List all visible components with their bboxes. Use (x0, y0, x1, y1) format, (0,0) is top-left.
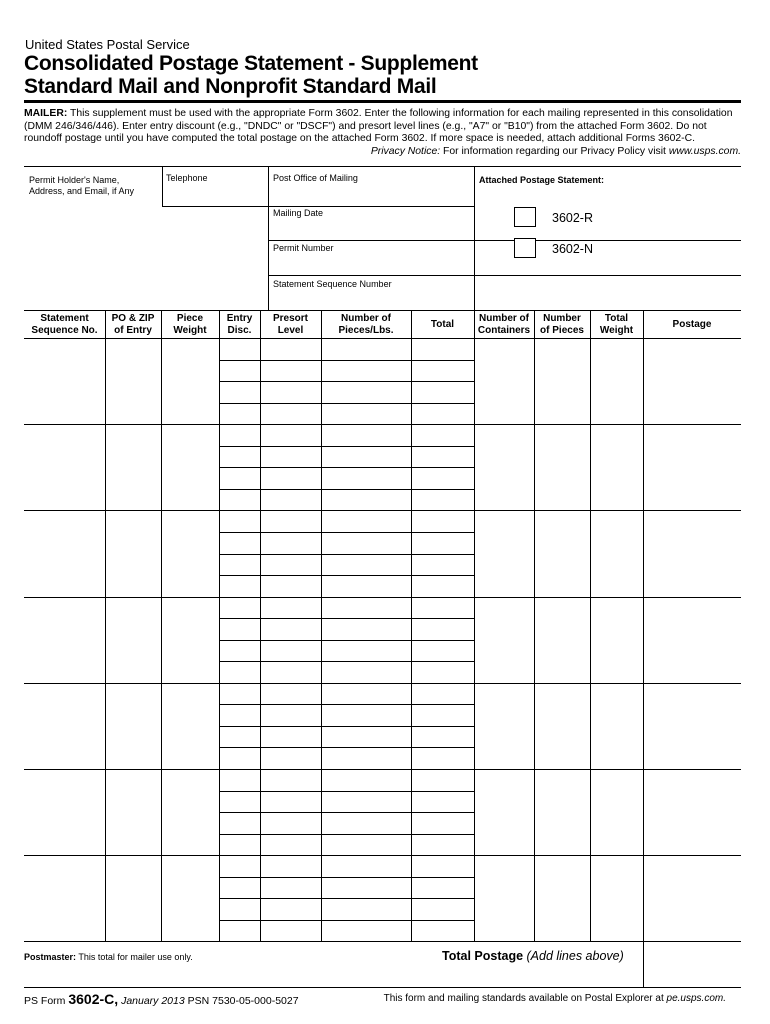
table-cell[interactable] (535, 511, 590, 596)
table-cell[interactable] (412, 792, 474, 813)
privacy-text: For information regarding our Privacy Policy visit (440, 146, 669, 157)
column-header-line1: Postage (672, 319, 712, 330)
mailing-date-field[interactable]: Mailing Date (273, 208, 324, 218)
column-header (590, 313, 643, 337)
table-cell[interactable] (261, 339, 321, 360)
table-cell[interactable] (261, 468, 321, 489)
table-cell[interactable] (412, 641, 474, 662)
table-cell[interactable] (261, 835, 321, 856)
consolidation-table (24, 310, 741, 988)
table-cell[interactable] (25, 856, 105, 941)
table-cell[interactable] (412, 662, 474, 683)
table-cell[interactable] (322, 511, 411, 532)
table-cell[interactable] (261, 619, 321, 640)
table-cell[interactable] (322, 425, 411, 446)
table-cell[interactable] (261, 684, 321, 705)
table-cell[interactable] (322, 684, 411, 705)
table-cell[interactable] (591, 770, 643, 855)
column-header (24, 313, 105, 337)
divider (268, 240, 474, 241)
table-cell[interactable] (162, 598, 219, 683)
table-cell[interactable] (261, 856, 321, 877)
attached-statement-label: Attached Postage Statement: (479, 175, 605, 185)
table-cell[interactable] (412, 921, 474, 942)
table-cell[interactable] (412, 619, 474, 640)
column-header-line2: of Entry (114, 325, 152, 336)
table-cell[interactable] (220, 856, 260, 877)
divider (268, 275, 474, 276)
column-header-line1: Presort (272, 313, 308, 324)
table-cell[interactable] (535, 598, 590, 683)
column-header-line2: Weight (173, 325, 207, 336)
table-cell[interactable] (261, 490, 321, 511)
postal-explorer-text: This form and mailing standards available on Postal Explorer at (383, 993, 667, 1004)
table-cell[interactable] (220, 619, 260, 640)
divider (162, 206, 268, 207)
column-header-line1: PO & ZIP (111, 313, 155, 324)
postmaster-note (24, 952, 193, 962)
table-cell[interactable] (261, 921, 321, 942)
table-cell[interactable] (261, 555, 321, 576)
postal-explorer-link[interactable]: pe.usps.com. (666, 993, 726, 1004)
table-cell[interactable] (220, 748, 260, 769)
column-header-line1: Number of (479, 313, 529, 324)
column-header-line1: Entry (226, 313, 253, 324)
table-cell[interactable] (412, 425, 474, 446)
table-cell[interactable] (322, 727, 411, 748)
table-cell[interactable] (220, 361, 260, 382)
table-cell[interactable] (220, 878, 260, 899)
table-cell[interactable] (261, 878, 321, 899)
column-header-line2: Sequence No. (31, 325, 98, 336)
column-header-line1: Total (604, 313, 629, 324)
table-cell[interactable] (644, 511, 741, 596)
table-cell[interactable] (475, 684, 534, 769)
table-cell[interactable] (591, 339, 643, 424)
table-cell[interactable] (25, 684, 105, 769)
table-cell[interactable] (322, 339, 411, 360)
column-header-line1: Number of (341, 313, 391, 324)
table-cell[interactable] (644, 684, 741, 769)
table-cell[interactable] (412, 727, 474, 748)
postmaster-text: This total for mailer use only. (76, 952, 193, 962)
table-cell[interactable] (412, 339, 474, 360)
column-header (161, 313, 219, 337)
checkbox-3602-r[interactable] (514, 207, 536, 227)
table-cell[interactable] (412, 813, 474, 834)
table-cell[interactable] (220, 727, 260, 748)
table-cell[interactable] (261, 576, 321, 597)
table-cell[interactable] (261, 705, 321, 726)
table-cell[interactable] (475, 425, 534, 510)
table-cell[interactable] (25, 339, 105, 424)
table-cell[interactable] (475, 598, 534, 683)
table-cell[interactable] (591, 684, 643, 769)
table-cell[interactable] (412, 856, 474, 877)
table-cell[interactable] (644, 856, 741, 941)
table-cell[interactable] (322, 382, 411, 403)
table-cell[interactable] (475, 339, 534, 424)
total-postage-label (442, 949, 624, 963)
mailing-info-section (24, 166, 741, 310)
mailer-instructions (24, 108, 741, 146)
table-cell[interactable] (106, 598, 161, 683)
table-cell[interactable] (412, 511, 474, 532)
table-cell[interactable] (220, 425, 260, 446)
table-cell[interactable] (322, 813, 411, 834)
table-cell[interactable] (220, 490, 260, 511)
post-office-field[interactable]: Post Office of Mailing (273, 173, 358, 183)
table-cell[interactable] (261, 792, 321, 813)
table-cell[interactable] (261, 425, 321, 446)
table-cell[interactable] (322, 576, 411, 597)
column-header (643, 319, 741, 331)
table-cell[interactable] (322, 598, 411, 619)
table-cell[interactable] (322, 619, 411, 640)
checkbox-3602-n[interactable] (514, 238, 536, 258)
table-cell[interactable] (412, 770, 474, 791)
telephone-field[interactable]: Telephone (166, 173, 208, 183)
table-cell[interactable] (25, 598, 105, 683)
table-cell[interactable] (162, 856, 219, 941)
table-cell[interactable] (220, 813, 260, 834)
table-cell[interactable] (412, 382, 474, 403)
table-cell[interactable] (412, 684, 474, 705)
table-cell[interactable] (535, 684, 590, 769)
table-cell[interactable] (220, 576, 260, 597)
column-header-line2: Disc. (227, 325, 252, 336)
table-cell[interactable] (412, 361, 474, 382)
table-cell[interactable] (322, 921, 411, 942)
table-cell[interactable] (220, 835, 260, 856)
table-cell[interactable] (261, 404, 321, 425)
table-cell[interactable] (220, 382, 260, 403)
column-header (474, 313, 534, 337)
table-cell[interactable] (261, 662, 321, 683)
table-cell[interactable] (322, 361, 411, 382)
table-cell[interactable] (322, 641, 411, 662)
column-header (321, 313, 411, 337)
table-cell[interactable] (591, 425, 643, 510)
table-cell[interactable] (261, 511, 321, 532)
table-cell[interactable] (591, 856, 643, 941)
table-cell[interactable] (162, 425, 219, 510)
table-cell[interactable] (162, 770, 219, 855)
column-header-line1: Number (543, 313, 581, 324)
table-cell[interactable] (322, 770, 411, 791)
table-cell[interactable] (162, 511, 219, 596)
table-cell[interactable] (322, 705, 411, 726)
table-cell[interactable] (220, 770, 260, 791)
table-cell[interactable] (106, 511, 161, 596)
column-header (411, 319, 474, 331)
table-cell[interactable] (25, 511, 105, 596)
column-header-line2: Level (277, 325, 304, 336)
table-cell[interactable] (412, 878, 474, 899)
postmaster-label: Postmaster: (24, 952, 77, 962)
table-cell[interactable] (261, 748, 321, 769)
table-cell[interactable] (412, 835, 474, 856)
form-title: Consolidated Postage Statement - Supplement (24, 52, 478, 75)
table-cell[interactable] (644, 425, 741, 510)
table-cell[interactable] (322, 662, 411, 683)
permit-number-field[interactable]: Permit Number (273, 243, 334, 253)
statement-sequence-field[interactable]: Statement Sequence Number (273, 279, 392, 289)
table-cell[interactable] (261, 641, 321, 662)
divider (268, 206, 474, 207)
table-cell[interactable] (322, 856, 411, 877)
table-cell[interactable] (261, 899, 321, 920)
table-cell[interactable] (322, 490, 411, 511)
column-header-line1: Piece (176, 313, 204, 324)
table-cell[interactable] (261, 813, 321, 834)
table-cell[interactable] (25, 770, 105, 855)
table-cell[interactable] (261, 533, 321, 554)
table-cell[interactable] (220, 555, 260, 576)
form-psn: PSN 7530-05-000-5027 (184, 995, 299, 1007)
table-cell[interactable] (322, 748, 411, 769)
table-cell[interactable] (412, 404, 474, 425)
table-cell[interactable] (322, 468, 411, 489)
table-cell[interactable] (322, 899, 411, 920)
mailer-text: This supplement must be used with the appropriate Form 3602. Enter the following information for each mailing represented in this consolidation (DMM 246/346/446). Enter entry discount (e.g., "DNDC" or "DSCF") and presort level lines (e.g., "A7" or "B10") from the attached Form 3602. Do not roundoff postage until you have computed the total postage on the attached Form 3602. If more space is needed, attach additional Forms 3602-C. (24, 108, 733, 144)
option-3602-n-label: 3602-N (552, 242, 593, 256)
form-date: January 2013 (118, 995, 185, 1007)
column-header (105, 313, 161, 337)
table-cell[interactable] (220, 339, 260, 360)
table-cell[interactable] (106, 684, 161, 769)
table-cell[interactable] (220, 662, 260, 683)
table-cell[interactable] (412, 447, 474, 468)
permit-holder-field[interactable]: Permit Holder's Name, Address, and Email, if Any (29, 175, 135, 196)
table-cell[interactable] (106, 770, 161, 855)
table-cell[interactable] (475, 856, 534, 941)
total-postage-hint: (Add lines above) (523, 949, 624, 963)
divider (268, 167, 269, 311)
table-cell[interactable] (412, 748, 474, 769)
table-cell[interactable] (220, 533, 260, 554)
postal-explorer-note (384, 993, 726, 1004)
table-cell[interactable] (475, 770, 534, 855)
table-cell[interactable] (25, 425, 105, 510)
table-cell[interactable] (591, 598, 643, 683)
table-cell[interactable] (322, 835, 411, 856)
privacy-label: Privacy Notice: (370, 146, 441, 157)
table-cell[interactable] (412, 555, 474, 576)
table-cell[interactable] (106, 339, 161, 424)
table-cell[interactable] (412, 533, 474, 554)
option-3602-r-label: 3602-R (552, 211, 593, 225)
table-cell[interactable] (220, 404, 260, 425)
table-cell[interactable] (535, 339, 590, 424)
table-cell[interactable] (412, 490, 474, 511)
column-header-line2: Pieces/Lbs. (338, 325, 394, 336)
table-cell[interactable] (644, 598, 741, 683)
table-cell[interactable] (322, 555, 411, 576)
table-cell[interactable] (591, 511, 643, 596)
table-cell[interactable] (220, 598, 260, 619)
privacy-notice (371, 146, 741, 157)
table-cell[interactable] (535, 770, 590, 855)
table-cell[interactable] (106, 856, 161, 941)
table-cell[interactable] (412, 899, 474, 920)
table-cell[interactable] (261, 447, 321, 468)
form-subtitle: Standard Mail and Nonprofit Standard Mail (24, 75, 437, 98)
column-header-line2: Weight (599, 325, 634, 336)
table-cell[interactable] (220, 705, 260, 726)
table-cell[interactable] (220, 792, 260, 813)
column-header (534, 313, 590, 337)
column-header (260, 313, 321, 337)
table-cell[interactable] (322, 404, 411, 425)
table-cell[interactable] (261, 727, 321, 748)
table-cell[interactable] (535, 856, 590, 941)
table-cell[interactable] (162, 684, 219, 769)
form-number: 3602-C, (68, 991, 119, 1007)
total-postage-title: Total Postage (442, 949, 524, 963)
column-header-line1: Total (430, 319, 455, 330)
table-cell[interactable] (220, 447, 260, 468)
table-cell[interactable] (162, 339, 219, 424)
divider (474, 275, 741, 276)
table-cell[interactable] (220, 684, 260, 705)
table-cell[interactable] (220, 641, 260, 662)
form-identifier (24, 991, 299, 1007)
table-cell[interactable] (644, 339, 741, 424)
table-cell[interactable] (412, 705, 474, 726)
table-cell[interactable] (412, 576, 474, 597)
table-cell[interactable] (322, 792, 411, 813)
table-cell[interactable] (412, 468, 474, 489)
mailer-label: MAILER: (24, 108, 68, 119)
table-cell[interactable] (220, 899, 260, 920)
agency-name: United States Postal Service (25, 37, 190, 52)
column-header-line2: Containers (477, 325, 531, 336)
table-cell[interactable] (261, 770, 321, 791)
table-cell[interactable] (220, 511, 260, 532)
table-cell[interactable] (322, 533, 411, 554)
divider (474, 167, 475, 311)
divider (162, 167, 163, 207)
column-header-line2: of Pieces (540, 325, 584, 336)
table-cell[interactable] (475, 511, 534, 596)
table-cell[interactable] (412, 598, 474, 619)
column-header (219, 313, 260, 337)
privacy-link[interactable]: www.usps.com. (668, 146, 741, 157)
table-cell[interactable] (220, 468, 260, 489)
table-cell[interactable] (644, 770, 741, 855)
table-cell[interactable] (322, 878, 411, 899)
table-cell[interactable] (261, 382, 321, 403)
form-prefix: PS Form (24, 995, 69, 1007)
table-cell[interactable] (106, 425, 161, 510)
table-cell[interactable] (535, 425, 590, 510)
table-cell[interactable] (261, 598, 321, 619)
table-cell[interactable] (261, 361, 321, 382)
table-cell[interactable] (322, 447, 411, 468)
total-postage-input[interactable] (644, 942, 741, 988)
table-cell[interactable] (220, 921, 260, 942)
title-divider (24, 100, 741, 103)
column-header-line1: Statement (40, 313, 89, 324)
